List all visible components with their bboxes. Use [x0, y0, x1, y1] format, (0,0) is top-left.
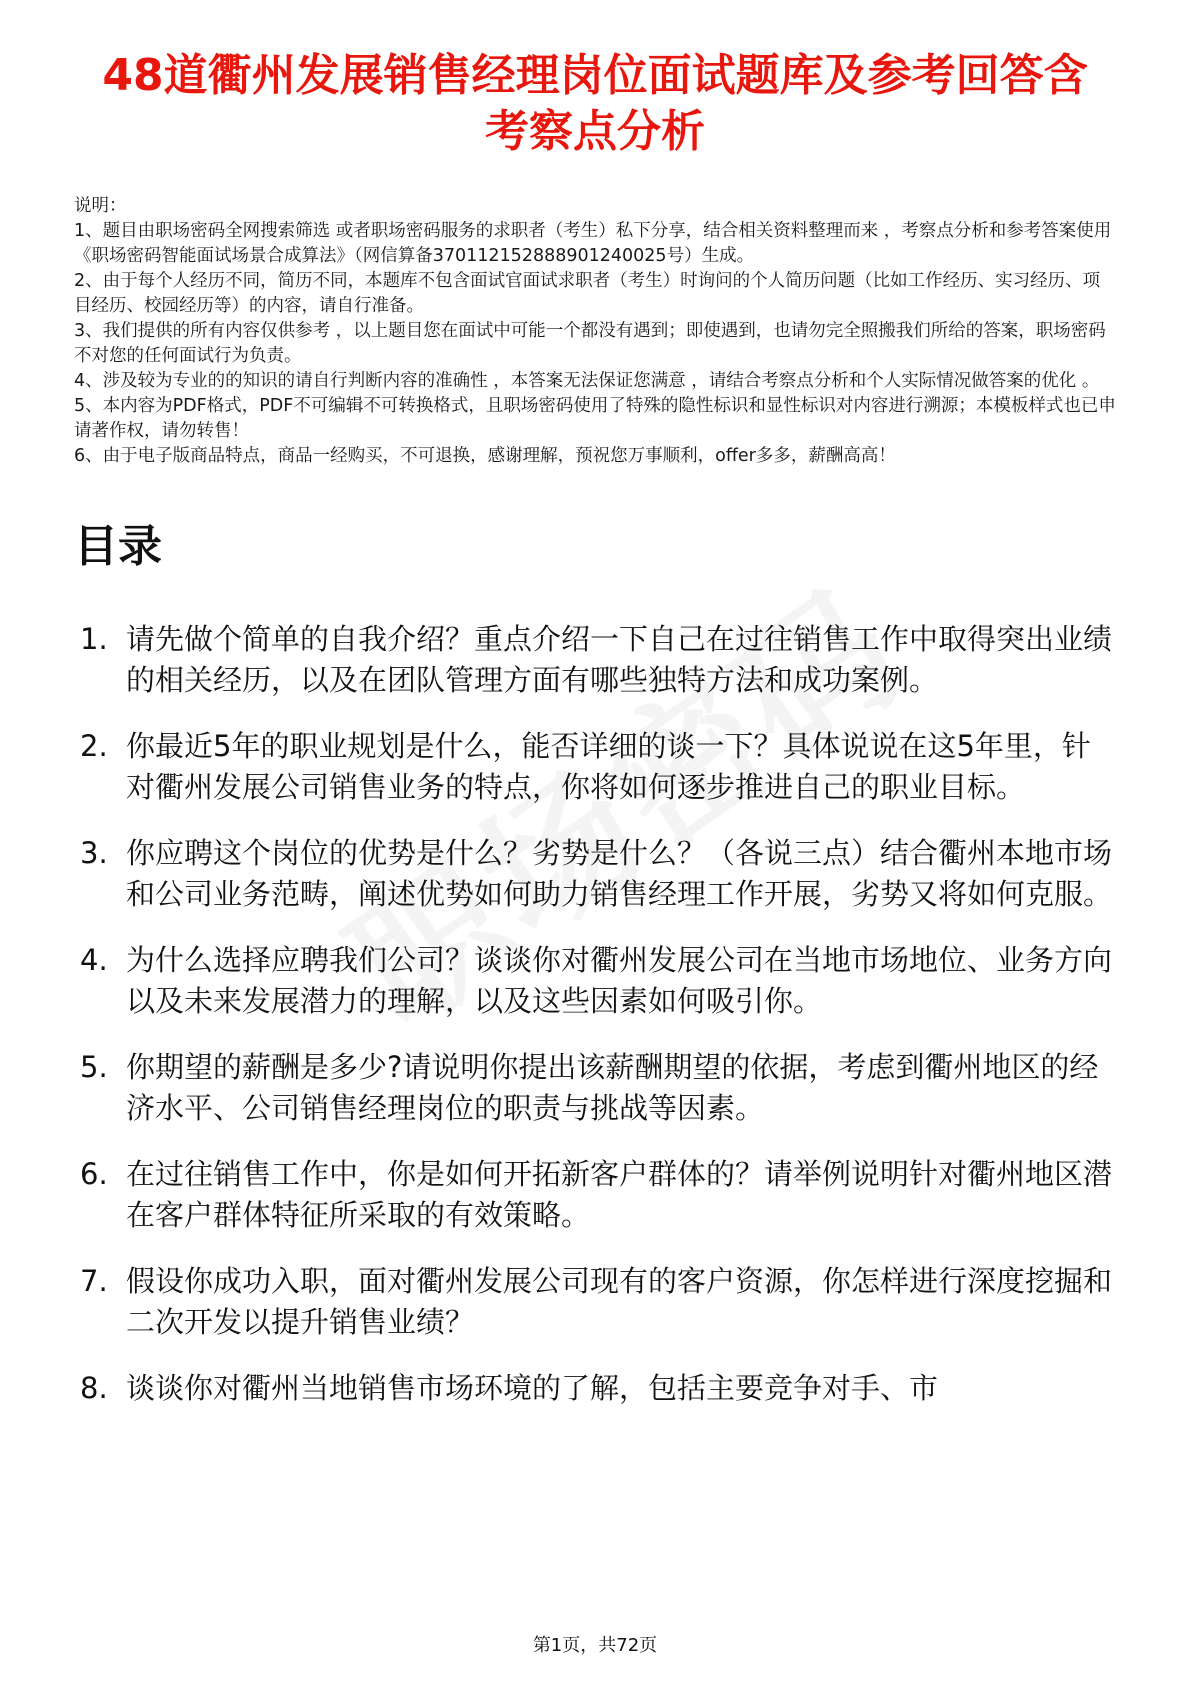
document-title: 48道衢州发展销售经理岗位面试题库及参考回答含考察点分析 [102, 50, 1088, 157]
toc-item-text: 在过往销售工作中，你是如何开拓新客户群体的？请举例说明针对衢州地区潜在客户群体特征所采取的有效策略。 [126, 1157, 1113, 1232]
note-item: 2、由于每个人经历不同，简历不同，本题库不包含面试官面试求职者（考生）时询问的个人简历问题（比如工作经历、实习经历、项目经历、校园经历等）的内容，请自行准备。 [74, 271, 1101, 316]
toc-list [74, 619, 1116, 1409]
toc-item[interactable] [74, 619, 1116, 701]
note-item: 3、我们提供的所有内容仅供参考 ，以上题目您在面试中可能一个都没有遇到；即使遇到，也请勿完全照搬我们所给的答案，职场密码不对您的任何面试行为负责。 [74, 321, 1106, 366]
toc-item-number: 5. [80, 1050, 108, 1084]
toc-item-text: 谈谈你对衢州当地销售市场环境的了解，包括主要竞争对手、市 [126, 1371, 939, 1405]
toc-item[interactable] [74, 940, 1116, 1022]
toc-item-number: 2. [80, 729, 108, 763]
toc-item[interactable] [74, 1368, 1116, 1409]
toc-item-number: 3. [80, 836, 108, 870]
toc-item-text: 请先做个简单的自我介绍？重点介绍一下自己在过往销售工作中取得突出业绩的相关经历，以及在团队管理方面有哪些独特方法和成功案例。 [126, 622, 1113, 697]
toc-item-text: 你应聘这个岗位的优势是什么？劣势是什么？（各说三点）结合衢州本地市场和公司业务范畴，阐述优势如何助力销售经理工作开展，劣势又将如何克服。 [126, 836, 1113, 911]
toc-heading: 目录 [74, 521, 162, 572]
toc-item-text: 你最近5年的职业规划是什么，能否详细的谈一下？具体说说在这5年里，针对衢州发展公司销售业务的特点，你将如何逐步推进自己的职业目标。 [126, 729, 1091, 804]
note-item: 5、本内容为PDF格式，PDF不可编辑不可转换格式，且职场密码使用了特殊的隐性标识和显性标识对内容进行溯源；本模板样式也已申请著作权，请勿转售！ [74, 396, 1116, 441]
toc-item[interactable] [74, 1261, 1116, 1343]
toc-item[interactable] [74, 726, 1116, 808]
note-item: 6、由于电子版商品特点，商品一经购买，不可退换，感谢理解，预祝您万事顺利，offer多多，薪酬高高！ [74, 446, 896, 466]
toc-item[interactable] [74, 833, 1116, 915]
toc-item-number: 4. [80, 943, 108, 977]
toc-item-text: 为什么选择应聘我们公司？谈谈你对衢州发展公司在当地市场地位、业务方向以及未来发展潜力的理解，以及这些因素如何吸引你。 [126, 943, 1113, 1018]
toc-item-text: 假设你成功入职，面对衢州发展公司现有的客户资源，你怎样进行深度挖掘和二次开发以提升销售业绩？ [126, 1264, 1113, 1339]
toc-item-number: 7. [80, 1264, 108, 1298]
toc-item-number: 1. [80, 622, 108, 656]
toc-item-number: 6. [80, 1157, 108, 1191]
notes-label: 说明： [74, 196, 127, 216]
note-item: 4、涉及较为专业的的知识的请自行判断内容的准确性 ，本答案无法保证您满意 ，请结合考察点分析和个人实际情况做答案的优化 。 [74, 371, 1100, 391]
notes-section [74, 194, 1116, 469]
toc-item[interactable] [74, 1154, 1116, 1236]
toc-item-text: 你期望的薪酬是多少?请说明你提出该薪酬期望的依据，考虑到衢州地区的经济水平、公司销售经理岗位的职责与挑战等因素。 [126, 1050, 1099, 1125]
note-item: 1、题目由职场密码全网搜索筛选 或者职场密码服务的求职者（考生）私下分享，结合相关资料整理而来 ，考察点分析和参考答案使用《职场密码智能面试场景合成算法》（网信算备370112152888901240025号）生成。 [74, 221, 1112, 266]
page-footer: 第1页，共72页 [532, 1635, 658, 1656]
toc-item[interactable] [74, 1047, 1116, 1129]
toc-item-number: 8. [80, 1371, 108, 1405]
